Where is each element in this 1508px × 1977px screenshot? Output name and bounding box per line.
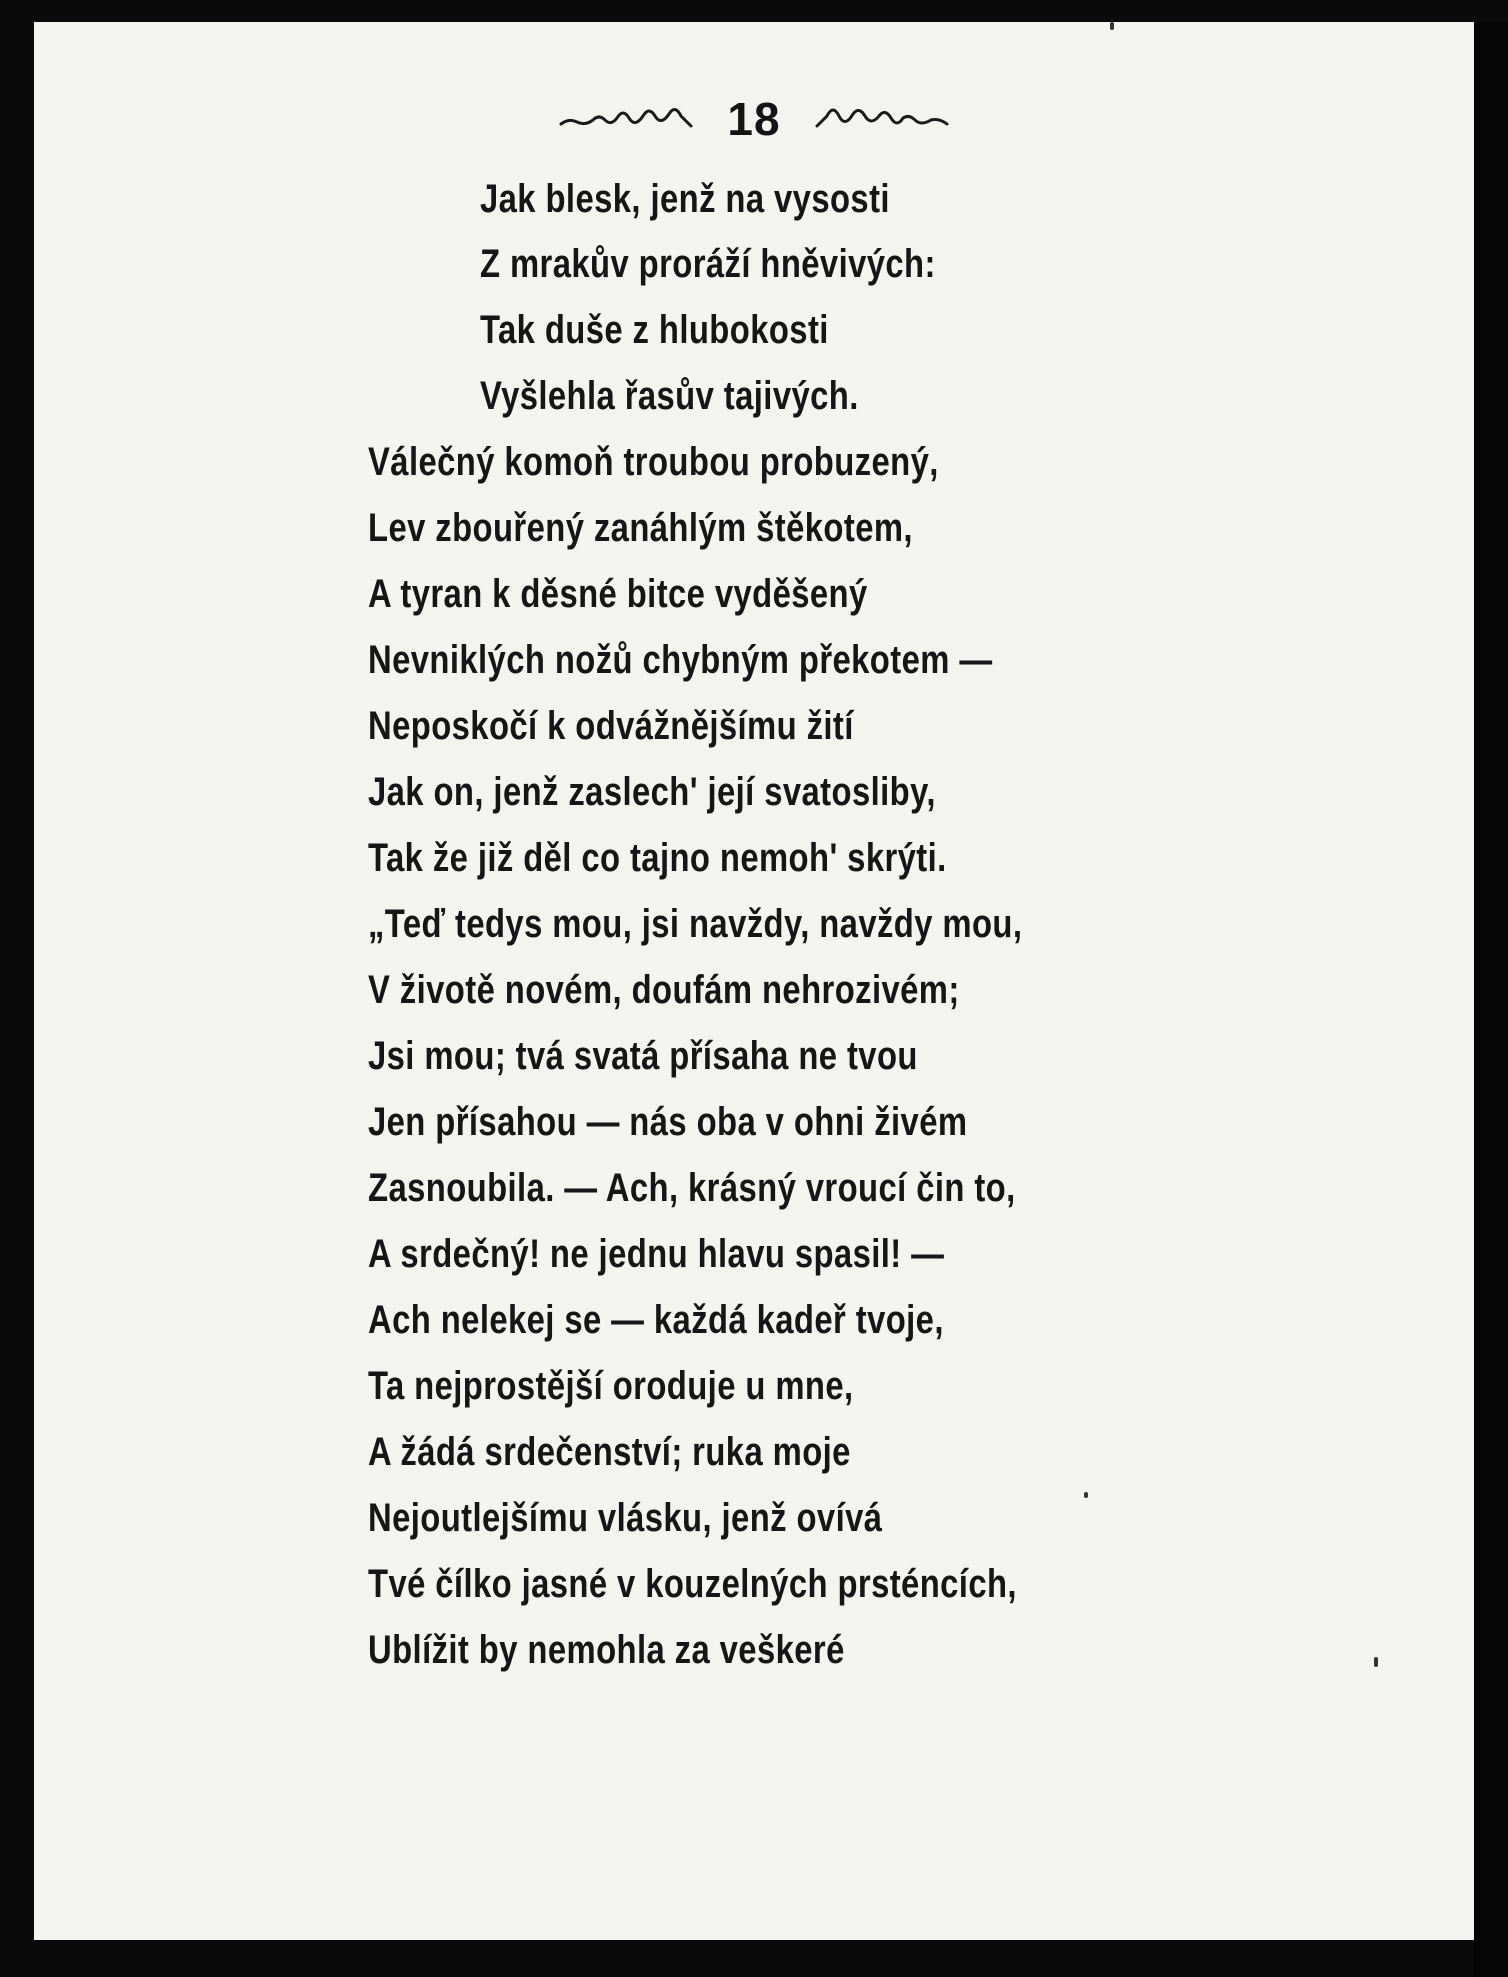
poem-line: Tvé čílko jasné v kouzelných prsténcích,: [368, 1562, 1017, 1606]
book-page: [34, 22, 1474, 1940]
poem-line: Tak duše z hlubokosti: [480, 308, 829, 352]
poem-line: Nejoutlejšímu vlásku, jenž ovívá: [368, 1496, 883, 1540]
poem-line: Zasnoubila. — Ach, krásný vroucí čin to,: [368, 1166, 1016, 1210]
poem-line: „Teď tedys mou, jsi navždy, navždy mou,: [368, 902, 1023, 946]
poem-line: Jsi mou; tvá svatá přísaha ne tvou: [368, 1034, 918, 1078]
poem-line: Jak on, jenž zaslech' její svatosliby,: [368, 770, 936, 814]
scan-speck: [1374, 1657, 1378, 1667]
scan-border-right: [1474, 22, 1508, 1977]
poem-line: Jak blesk, jenž na vysosti: [480, 177, 890, 221]
scan-speck: [1084, 1492, 1088, 1498]
poem-line: Neposkočí k odvážnějšímu žití: [368, 704, 854, 748]
poem-line: Lev zbouřený zanáhlým štěkotem,: [368, 506, 913, 550]
ornament-left-icon: [559, 104, 699, 134]
page-header: [34, 84, 1474, 154]
poem-line: Nevniklých nožů chybným překotem —: [368, 638, 993, 682]
poem-line: Ta nejprostější oroduje u mne,: [368, 1364, 854, 1408]
poem-line: Ublížit by nemohla za veškeré: [368, 1628, 845, 1672]
poem-line: Vyšlehla řasův tajivých.: [480, 374, 859, 418]
poem-line: Tak že již děl co tajno nemoh' skrýti.: [368, 836, 947, 880]
poem-line: A žádá srdečenství; ruka moje: [368, 1430, 851, 1474]
poem-line: A srdečný! ne jednu hlavu spasil! —: [368, 1232, 945, 1276]
poem-line: A tyran k děsné bitce vyděšený: [368, 572, 868, 616]
scan-speck: [1110, 22, 1114, 30]
poem-line: Jen přísahou — nás oba v ohni živém: [368, 1100, 968, 1144]
poem-line: Válečný komoň troubou probuzený,: [368, 440, 939, 484]
poem-line: V životě novém, doufám nehrozivém;: [368, 968, 960, 1012]
poem-line: Z mrakův proráží hněvivých:: [480, 242, 936, 286]
ornament-right-icon: [809, 104, 949, 134]
page-number: 18: [727, 93, 781, 145]
poem-line: Ach nelekej se — každá kadeř tvoje,: [368, 1298, 944, 1342]
